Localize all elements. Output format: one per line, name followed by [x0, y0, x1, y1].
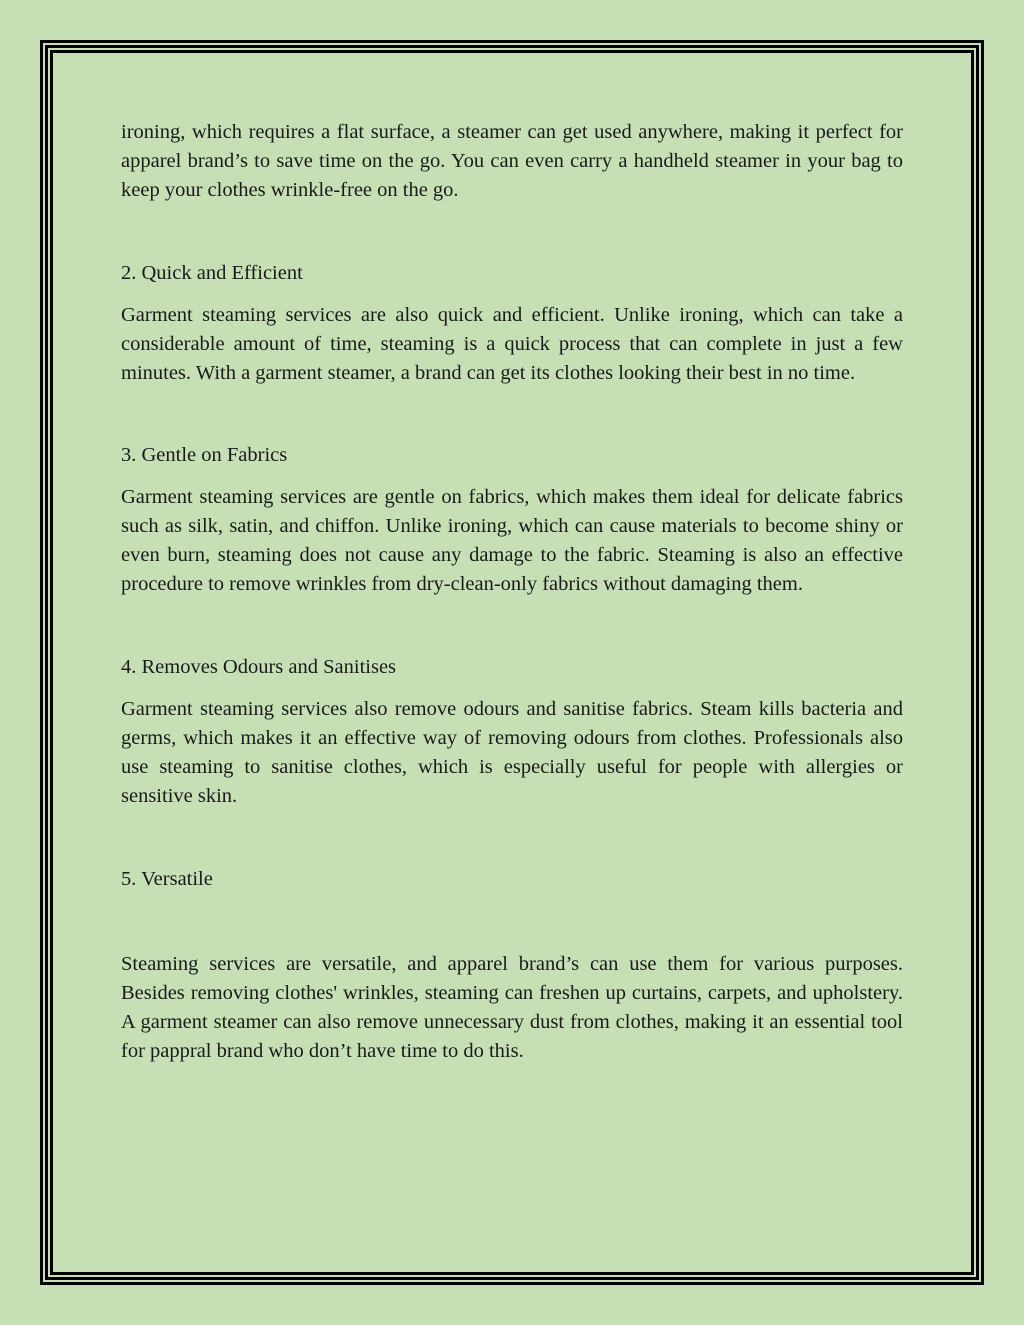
- section-body-versatile: Steaming services are versatile, and apparel brand’s can use them for various purposes. Besides removing clothes' wrinkles, steaming can freshen up curtains, carpets, and upholstery. A garment steamer can also remove unnecessary dust from clothes, making it an essential tool for pappral brand who don’t have time to do this.: [121, 953, 903, 1062]
- section-body-removes-odours: Garment steaming services also remove odours and sanitise fabrics. Steam kills bacteria and germs, which makes it an effective way of removing odours from clothes. Professionals also use steaming to sanitise clothes, which is especially useful for people with allergies or sensitive skin.: [121, 698, 903, 807]
- section-heading-versatile: 5. Versatile: [121, 868, 213, 890]
- section-heading-quick-efficient: 2. Quick and Efficient: [121, 262, 303, 284]
- document-body: [121, 118, 903, 1066]
- section-body-quick-efficient: Garment steaming services are also quick and efficient. Unlike ironing, which can take a considerable amount of time, steaming is a quick process that can complete in just a few minutes. With a garment steamer, a brand can get its clothes looking their best in no time.: [121, 304, 903, 384]
- section-body-gentle-fabrics: Garment steaming services are gentle on fabrics, which makes them ideal for delicate fabrics such as silk, satin, and chiffon. Unlike ironing, which can cause materials to become shiny or even burn, steaming does not cause any damage to the fabric. Steaming is also an effective procedure to remove wrinkles from dry-clean-only fabrics without damaging them.: [121, 486, 903, 595]
- section-heading-gentle-fabrics: 3. Gentle on Fabrics: [121, 444, 288, 466]
- intro-paragraph: ironing, which requires a flat surface, a steamer can get used anywhere, making it perfect for apparel brand’s to save time on the go. You can even carry a handheld steamer in your bag to keep your clothes wrinkle-free on the go.: [121, 121, 903, 201]
- section-heading-removes-odours: 4. Removes Odours and Sanitises: [121, 656, 397, 678]
